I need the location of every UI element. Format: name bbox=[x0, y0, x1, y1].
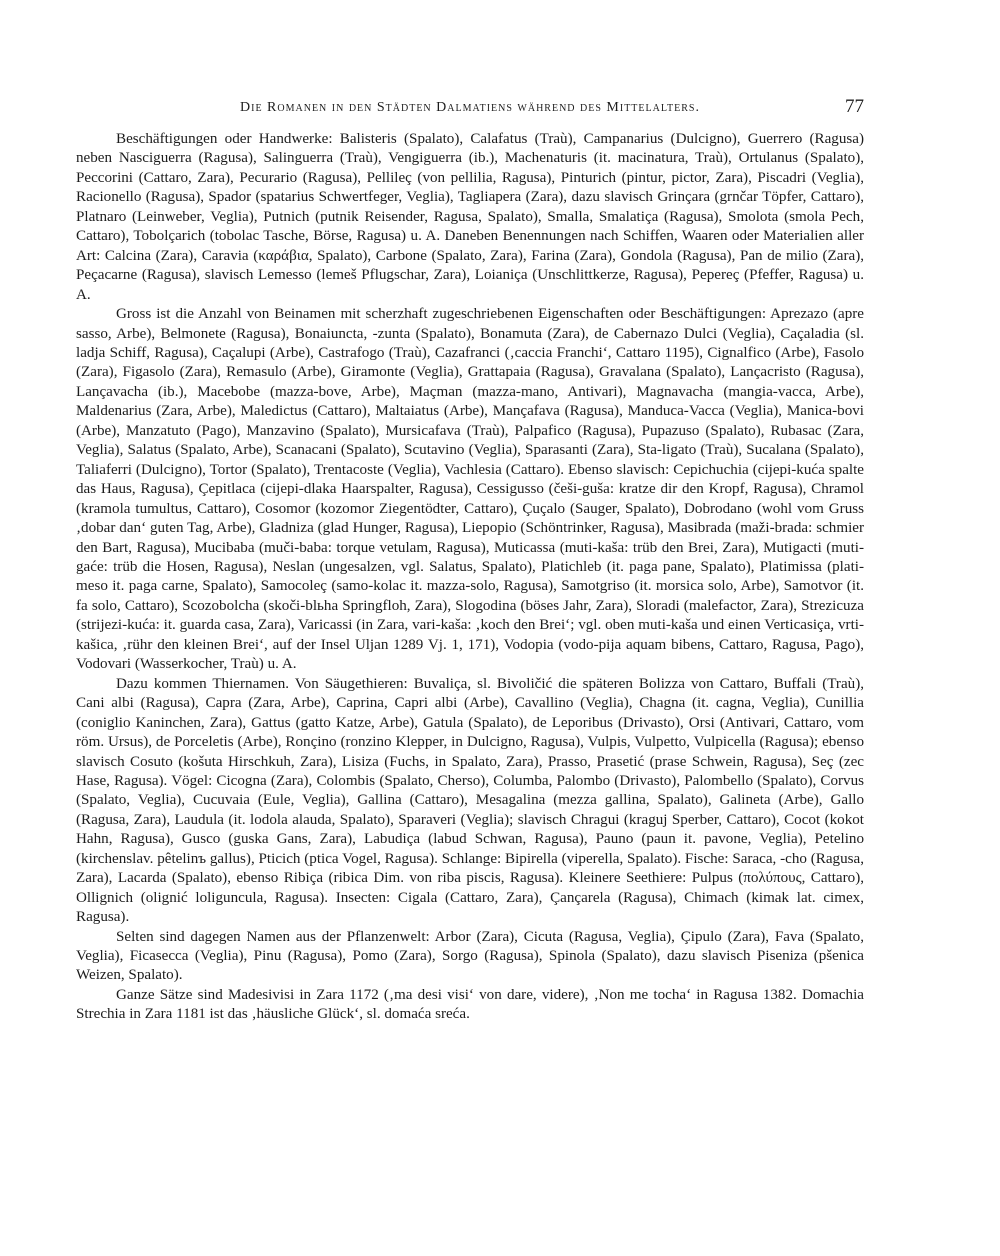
paragraph-sentence-names: Ganze Sätze sind Madesivisi in Zara 1172 (‚ma desi visi‘ von dare, videre), ‚Non me tocha‘ in Ragusa 1382. Domachia Strechia in Zara 1181 ist das ‚häusliche Glück‘, sl. domaća sreća. bbox=[76, 986, 864, 1023]
body-text bbox=[76, 130, 864, 1025]
paragraph-occupations: Beschäftigungen oder Handwerke: Balisteris (Spalato), Calafatus (Traù), Campanarius (Dulcigno), Guerrero (Ragusa) neben Nasciguerra (Ragusa), Salinguerra (Traù), Vengiguerra (ib.), Machenaturis (it. macinatura, Traù), Ortulanus (Spalato), Peccorini (Cattaro, Zara), Pecurario (Ragusa), Pellileç (von pellilia, Ragusa), Pinturich (pintur, pictor, Zara), Piscadri (Veglia), Racionello (Ragusa), Spador (spatarius Schwertfeger, Veglia), Tagliapera (Zara), dazu slavisch Grinçara (grnčar Töpfer, Cattaro), Platnaro (Leinweber, Veglia), Putnich (putnik Reisender, Ragusa, Spalato), Smalla, Smalatiça (Ragusa), Smolota (smola Pech, Cattaro), Tobolçarich (tobolac Tasche, Börse, Ragusa) u. A. Daneben Benennungen nach Schiffen, Waaren oder Materialien aller Art: Calcina (Zara), Caravia (καράβια, Spalato), Carbone (Spalato, Zara), Farina (Zara), Gondola (Ragusa), Pan de milio (Zara), Peçacarne (Ragusa), slavisch Lemesso (lemeš Pflugschar, Zara), Loianiça (Unschlittkerze, Ragusa), Pepereç (Pfeffer, Ragusa) u. A. bbox=[76, 131, 864, 303]
running-head bbox=[76, 96, 864, 124]
page-number: 77 bbox=[845, 96, 864, 117]
paragraph-nicknames: Gross ist die Anzahl von Beinamen mit scherzhaft zugeschriebenen Eigenschaften oder Beschäftigungen: Aprezazo (apre sasso, Arbe), Belmonete (Ragusa), Bonaiuncta, -zunta (Spalato), Bonamuta (Zara), de Cabernazo Dulci (Veglia), Caçaladia (sl. ladja Schiff, Ragusa), Caçalupi (Arbe), Castrafogo (Traù), Cazafranci (‚caccia Franchi‘, Cattaro 1195), Cignalfico (Arbe), Fasolo (Zara), Figasolo (Zara), Remasulo (Arbe), Giramonte (Veglia), Grattapaia (Ragusa), Gravalana (Spalato), Lançacristo (Ragusa), Lançavacha (ib.), Macebobe (mazza-bove, Arbe), Maçman (mazza-mano, Antivari), Magnavacha (mangia-vacca, Arbe), Maldenarius (Zara, Arbe), Maledictus (Cattaro), Maltaiatus (Arbe), Mançafava (Ragusa), Manduca-Vacca (Veglia), Manica-bovi (Arbe), Manzatuto (Pago), Manzavino (Spalato), Mursicafava (Traù), Palpafico (Ragusa), Pupazuso (Spalato), Rubasac (Zara, Veglia), Salatus (Spalato, Arbe), Scanacani (Spalato), Scutavino (Veglia), Sparasanti (Zara), Sta-ligato (Traù), Sucalana (Spalato), Taliaferri (Dulcigno), Tortor (Spalato), Trentacoste (Veglia), Vachlesia (Cattaro). Ebenso slavisch: Cepichuchia (cijepi-kuća spalte das Haus, Ragusa), Çepitlaca (cijepi-dlaka Haarspalter, Ragusa), Cessigusso (češi-guša: kratze dir den Kropf, Ragusa), Chramol (kramola tumultus, Cattaro), Cosomor (kozomor Ziegentödter, Cattaro), Çuçalo (Sauger, Spalato), Dobrodano (wohl vom Gruss ‚dobar dan‘ guten Tag, Arbe), Gladniza (glad Hunger, Ragusa), Liepopio (Schöntrinker, Ragusa), Masibrada (maži-brada: schmier den Bart, Ragusa), Mucibaba (muči-baba: torque vetulam, Ragusa), Muticassa (muti-kaša: trüb den Brei, Zara), Mutigacti (muti-gaće: trüb die Hosen, Ragusa), Neslan (ungesalzen, vgl. Salatus, Spalato), Platichleb (it. paga pane, Spalato), Platimissa (plati-meso it. paga carne, Spalato), Samocoleç (samo-kolac it. mazza-solo, Ragusa), Samotgriso (it. morsica solo, Arbe), Samotvor (it. fa solo, Cattaro), Scozobolcha (skoči-blьha Springfloh, Zara), Slogodina (böses Jahr, Zara), Sloradi (malefactor, Zara), Strezicuza (strijezi-kuća: it. guarda casa, Zara), Varicassi (in Zara, vari-kaša: ‚koch den Brei‘; vgl. oben muti-kaša und einen Verticasiça, vrti-kašica, ‚rühr den kleinen Brei‘, auf der Insel Uljan 1289 Vj. 1, 171), Vodopia (vodo-pija aquam bibens, Cattaro, Ragusa, Pago), Vodovari (Wasserkocher, Traù) u. A. bbox=[76, 306, 864, 673]
paragraph-animal-names: Dazu kommen Thiernamen. Von Säugethieren: Buvaliça, sl. Bivoličić die späteren Bolizza von Cattaro, Buffali (Traù), Cani albi (Ragusa), Capra (Zara, Arbe), Caprina, Capri albi (Arbe), Cavallino (Veglia), Chagna (it. cagna, Veglia), Cunillia (coniglio Kaninchen, Zara), Gattus (gatto Katze, Arbe), Gatula (Spalato), de Leporibus (Drivasto), Orsi (Antivari, Cattaro, vom röm. Ursus), de Porceletis (Arbe), Ronçino (ronzino Klepper, in Dulcigno, Ragusa), Vulpis, Vulpetto, Vulpicella (Ragusa); ebenso slavisch Cosuto (košuta Hirschkuh, Zara), Lisiza (Fuchs, in Spalato, Zara), Prasso, Prasetić (prase Schwein, Ragusa), Seç (zec Hase, Ragusa). Vögel: Cicogna (Zara), Colombis (Spalato, Cherso), Columba, Palombo (Drivasto), Palombello (Spalato), Corvus (Spalato, Veglia), Cucuvaia (Eule, Veglia), Gallina (Cattaro), Mesagalina (mezza gallina, Spalato), Galineta (Arbe), Gallo (Ragusa, Zara), Laudula (it. lodola alauda, Spalato), Sparaveri (Veglia); slavisch Chragui (kraguj Sperber, Cattaro), Cocot (kokot Hahn, Ragusa), Gusco (guska Gans, Zara), Labudiça (labud Schwan, Ragusa), Pauno (paun it. pavone, Veglia), Petelino (kirchenslav. pêtelinъ gallus), Pticich (ptica Vogel, Ragusa). Schlange: Bipirella (viperella, Spalato). Fische: Saraca, -cho (Ragusa, Zara), Lacarda (Spalato), ebenso Ribiça (ribica Dim. von riba piscis, Ragusa). Kleinere Seethiere: Pulpus (πολύπους, Cattaro), Ollignich (olignić loliguncula, Ragusa). Insecten: Cigala (Cattaro, Zara), Çançarela (Ragusa), Chimach (kimak lat. cimex, Ragusa). bbox=[76, 675, 864, 926]
paragraph-plant-names: Selten sind dagegen Namen aus der Pflanzenwelt: Arbor (Zara), Cicuta (Ragusa, Veglia), Çipulo (Zara), Fava (Spalato, Veglia), Ficasecca (Veglia), Pinu (Ragusa), Pomo (Zara), Sorgo (Ragusa), Spinola (Spalato), dazu slavisch Piseniza (pšenica Weizen, Spalato). bbox=[76, 928, 864, 984]
running-head-title: Die Romanen in den Städten Dalmatiens während des Mittelalters. bbox=[240, 100, 700, 115]
